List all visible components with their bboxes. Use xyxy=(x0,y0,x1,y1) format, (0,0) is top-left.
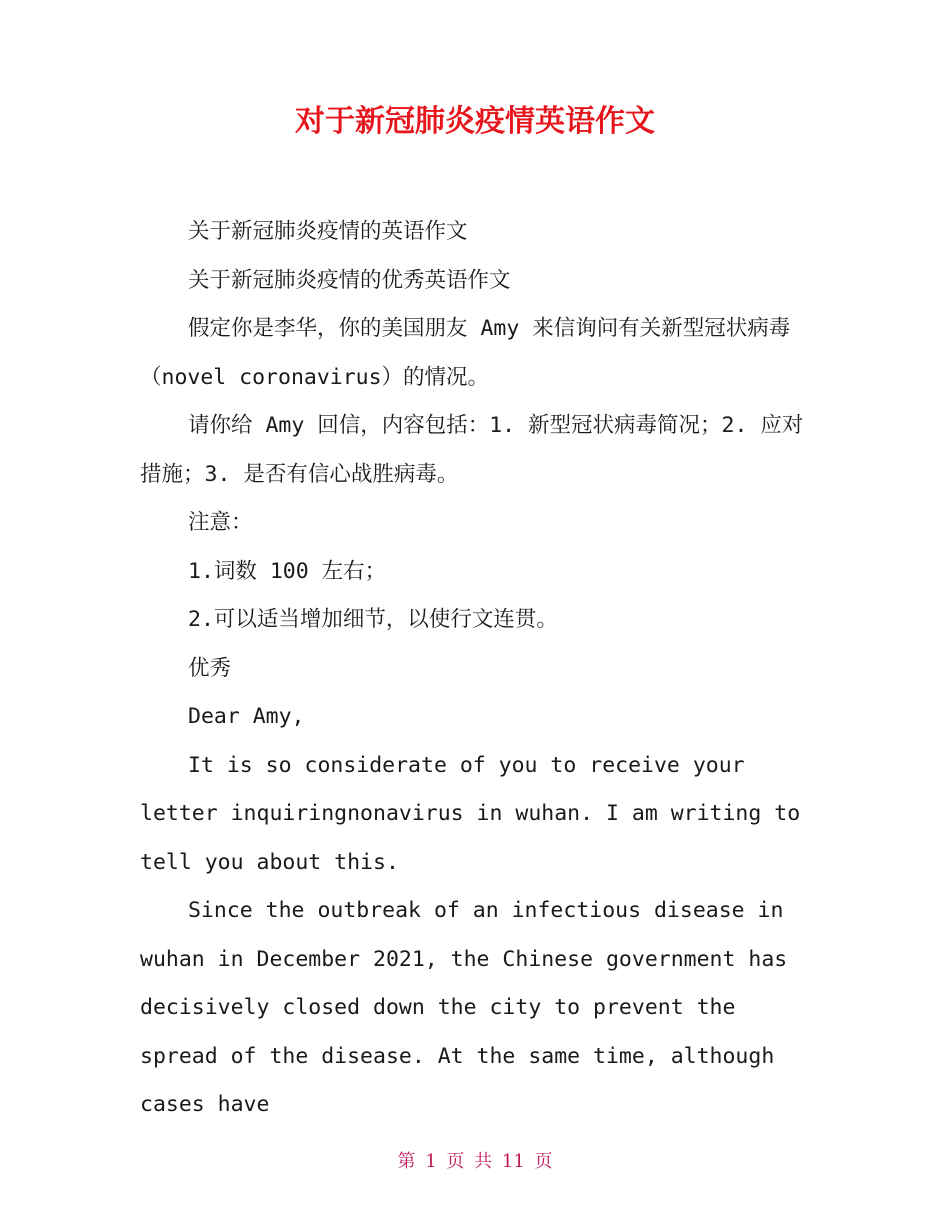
footer-total-pages: 11 xyxy=(501,1151,525,1172)
paragraph-notice-item-1: 1.词数 100 左右； xyxy=(188,558,387,584)
paragraph-notice-label: 注意： xyxy=(188,510,253,535)
footer-prefix: 第 xyxy=(397,1151,416,1172)
paragraph-heading-2: 关于新冠肺炎疫情的优秀英语作文 xyxy=(188,267,511,293)
paragraph-sample-label: 优秀 xyxy=(188,655,232,681)
footer-total-label: 共 xyxy=(474,1151,493,1172)
paragraph-task-requirements: 请你给 Amy 回信，内容包括：1. 新型冠状病毒简况；2. 应对措施；3. 是否有信心战胜病毒。 xyxy=(140,413,804,487)
document-title: 对于新冠肺炎疫情英语作文 xyxy=(295,104,655,139)
paragraph-heading-1: 关于新冠肺炎疫情的英语作文 xyxy=(188,219,468,244)
document-body xyxy=(140,208,814,1130)
footer-current-page: 1 xyxy=(425,1151,437,1172)
paragraph-greeting: Dear Amy, xyxy=(188,704,305,729)
paragraph-task-scenario: 假定你是李华，你的美国朋友 Amy 来信询问有关新型冠状病毒（novel coronavirus）的情况。 xyxy=(140,316,791,390)
paragraph-notice-item-2: 2.可以适当增加细节，以使行文连贯。 xyxy=(188,607,558,632)
footer-page-label: 页 xyxy=(446,1151,465,1172)
page-footer xyxy=(0,1148,950,1176)
paragraph-letter-body-2: Since the outbreak of an infectious disease in wuhan in December 2021, the Chinese government has decisively closed down the city to prevent the spread of the disease. At the same time, although cases have xyxy=(140,898,801,1117)
footer-suffix: 页 xyxy=(534,1151,553,1172)
paragraph-letter-body-1: It is so considerate of you to receive your letter inquiringnonavirus in wuhan. I am writing to tell you about this. xyxy=(140,752,814,875)
